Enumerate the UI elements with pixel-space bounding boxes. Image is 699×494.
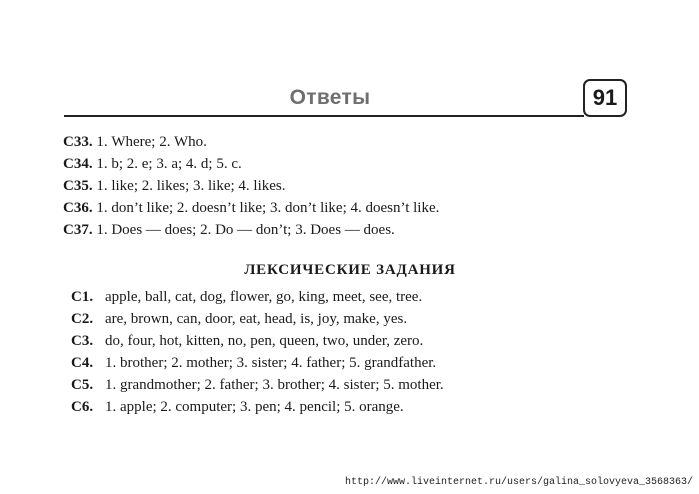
source-watermark: http://www.liveinternet.ru/users/galina_solovyeva_3568363/ [344,477,693,488]
lexical-text: are, brown, can, door, eat, head, is, joy, make, yes. [105,311,408,327]
lexical-row [71,374,444,396]
answer-text: 1. like; 2. likes; 3. like; 4. likes. [96,178,286,194]
answer-row [63,197,439,219]
answers-list [63,131,439,241]
lexical-text: apple, ball, cat, dog, flower, go, king, meet, see, tree. [105,289,423,305]
lexical-text: 1. apple; 2. computer; 3. pen; 4. pencil; 5. orange. [105,399,404,415]
lexical-row [71,396,444,418]
answer-code: С36. [63,200,93,216]
lexical-code: С2. [71,311,94,327]
answer-row [63,131,439,153]
lexical-code: С6. [71,399,94,415]
answer-text: 1. Where; 2. Who. [96,134,207,150]
header-divider [64,115,584,117]
lexical-code: С1. [71,289,94,305]
answer-text: 1. don’t like; 2. doesn’t like; 3. don’t like; 4. doesn’t like. [96,200,440,216]
answer-code: С37. [63,222,93,238]
answer-row [63,153,439,175]
answer-row [63,175,439,197]
lexical-row [71,286,444,308]
page-title: Ответы [289,86,371,109]
lexical-code: С5. [71,377,94,393]
lexical-list [71,286,444,418]
answer-code: С35. [63,178,93,194]
page-number: 91 [583,79,627,117]
answer-text: 1. Does — does; 2. Do — don’t; 3. Does — does. [96,222,395,238]
lexical-code: С3. [71,333,94,349]
answer-code: С33. [63,134,93,150]
answer-code: С34. [63,156,93,172]
lexical-row [71,352,444,374]
lexical-row [71,330,444,352]
lexical-row [71,308,444,330]
section-heading: ЛЕКСИЧЕСКИЕ ЗАДАНИЯ [244,262,456,278]
lexical-text: do, four, hot, kitten, no, pen, queen, two, under, zero. [105,333,424,349]
lexical-text: 1. grandmother; 2. father; 3. brother; 4. sister; 5. mother. [105,377,444,393]
lexical-text: 1. brother; 2. mother; 3. sister; 4. father; 5. grandfather. [105,355,437,371]
answer-text: 1. b; 2. e; 3. a; 4. d; 5. c. [96,156,242,172]
lexical-code: С4. [71,355,94,371]
answer-row [63,219,439,241]
